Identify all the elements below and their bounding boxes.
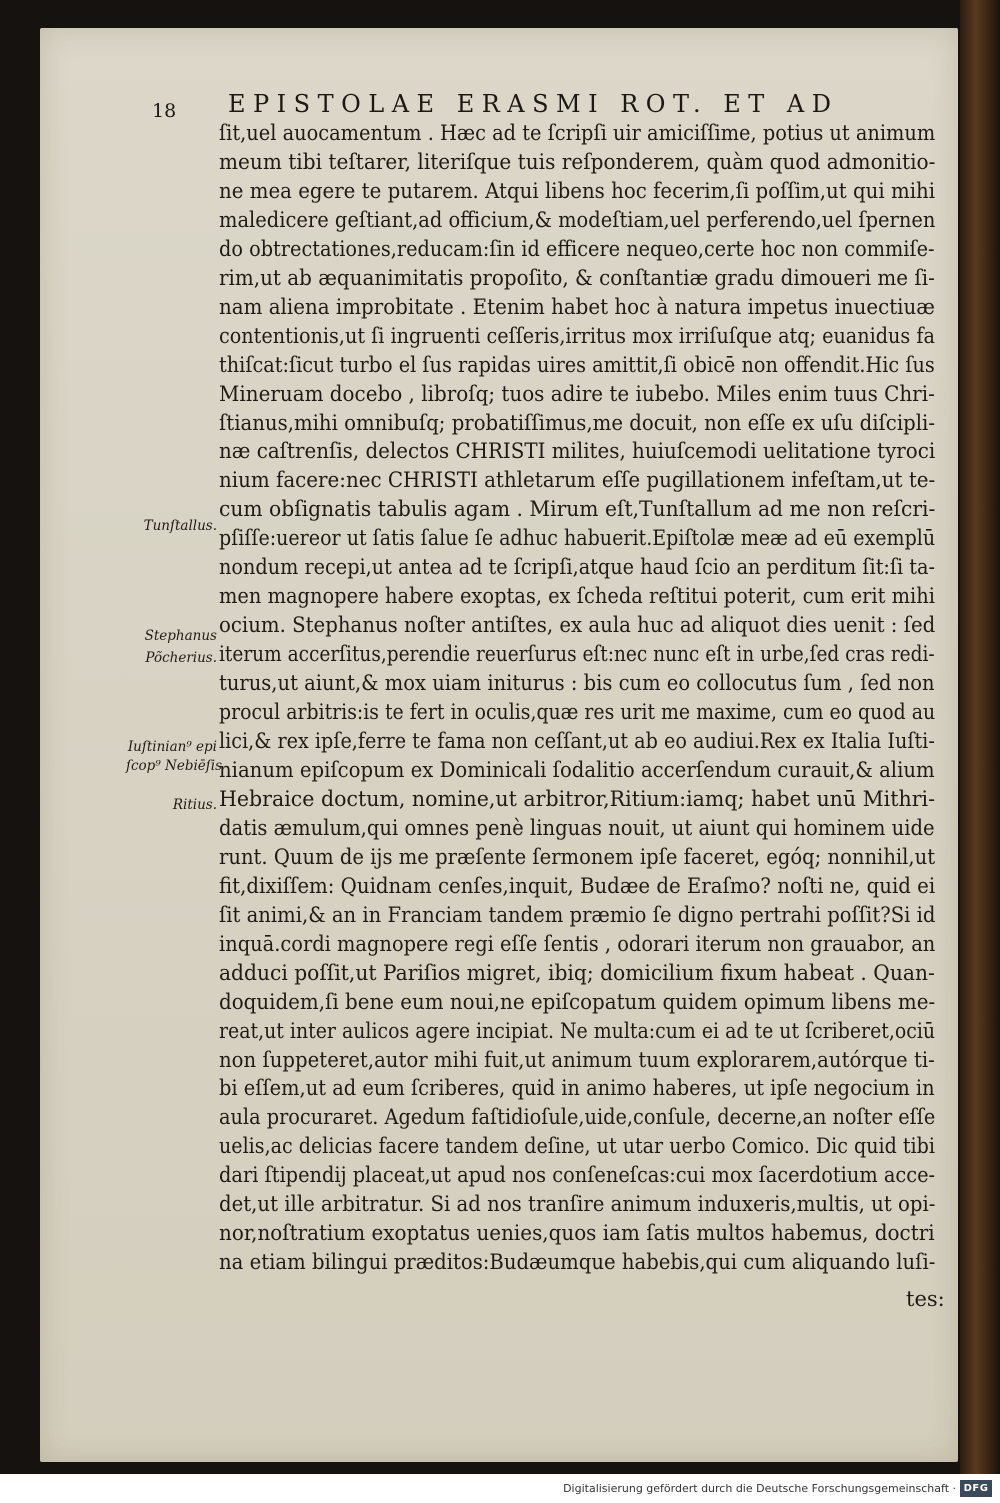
text-line: aula procuraret. Agedum faſtidioſule,uide,conſule, decerne,an noſter eſſe xyxy=(219,1105,935,1131)
text-line: Hebraice doctum, nomine,ut arbitror,Ritium:iamq; habet unū Mithri- xyxy=(219,786,935,812)
text-line: nium facere:nec CHRISTI athletarum eſſe pugillationem infeſtam,ut te- xyxy=(219,468,935,494)
text-line: meum tibi teſtarer, literiſque tuis reſponderem, quàm quod admonitio- xyxy=(219,149,935,175)
text-line: maledicere geſtiant,ad officium,& modeſtiam,uel perferendo,uel ſpernen xyxy=(219,207,935,233)
text-line: uelis,ac delicias facere tandem deſine, ut utar uerbo Comico. Dic quid tibi xyxy=(219,1134,935,1160)
footer-bar xyxy=(0,1474,1000,1503)
text-line: non ſuppeteret,autor mihi fuit,ut animum tuum explorarem,autórque ti- xyxy=(219,1047,935,1073)
marginal-note-tunstallus: Tunſtallus. xyxy=(143,518,217,534)
text-line: nor,noſtratium exoptatus uenies,quos iam ſatis multos habemus, doctri xyxy=(219,1221,935,1247)
text-line: ſit animi,& an in Franciam tandem præmio ſe digno pertrahi poſſit?Si id xyxy=(219,902,935,928)
body-text xyxy=(219,120,935,1278)
text-line: lici,& rex ipſe,ferre te fama non ceſſant,ut ab eo audiui.Rex ex Italia Iuſti- xyxy=(219,729,935,755)
text-line: det,ut ille arbitratur. Si ad nos tranſire animum induxeris,multis, ut opi- xyxy=(219,1192,935,1218)
text-line: pſiſſe:uereor ut ſatis ſalue ſe adhuc habuerit.Epiſtolæ meæ ad eū exemplū xyxy=(219,526,935,552)
text-line: bi eſſem,ut ad eum ſcriberes, quid in animo haberes, ut ipſe negocium in xyxy=(219,1076,935,1102)
text-line: nianum epiſcopum ex Dominicali ſodalitio accerſendum curauit,& alium xyxy=(219,757,935,783)
text-line: fit,dixiſſem: Quidnam cenſes,inquit, Budæe de Eraſmo? noſti ne, quid ei xyxy=(219,873,935,899)
text-line: dari ſtipendij placeat,ut apud nos conſeneſcas:cui mox ſacerdotium acce- xyxy=(219,1163,935,1189)
text-line: Mineruam docebo , libroſq; tuos adire te iubebo. Miles enim tuus Chri- xyxy=(219,381,935,407)
text-line: do obtrectationes,reducam:ſin id efficere nequeo,certe hoc non commiſe- xyxy=(219,236,935,262)
text-line: næ caſtrenſis, delectos CHRISTI milites, huiuſcemodi uelitatione tyroci xyxy=(219,439,935,465)
text-line: procul arbitris:is te fert in oculis,quæ res urit me maxime, cum eo quod au xyxy=(219,700,935,726)
marginal-note-ritius: Ritius. xyxy=(172,797,217,813)
text-line: men magnopere habere exoptas, ex ſcheda reſtitui poterit, cum erit mihi xyxy=(219,584,935,610)
catchword: tes: xyxy=(906,1287,945,1311)
text-line: nam aliena improbitate . Etenim habet hoc à natura impetus inuectiuæ xyxy=(219,294,935,320)
text-line: ſtianus,mihi omnibuſq; probatiſſimus,me docuit, non eſſe ex uſu diſcipli- xyxy=(219,410,935,436)
text-line: ocium. Stephanus noſter antiſtes, ex aula huc ad aliquot dies uenit : ſed xyxy=(219,613,935,639)
text-line: contentionis,ut ſi ingruenti ceſſeris,irritus mox irriſuſque atq; euanidus fa xyxy=(219,323,935,349)
text-line: rim,ut ab æquanimitatis propoſito, & conſtantiæ gradu dimoueri me ſi- xyxy=(219,265,935,291)
text-line: nondum recepi,ut antea ad te ſcripſi,atque haud ſcio an perditum ſit:ſi ta- xyxy=(219,555,935,581)
text-line: reat,ut inter aulicos agere incipiat. Ne multa:cum ei ad te ut ſcriberet,ociū xyxy=(219,1018,935,1044)
funding-credit: Digitalisierung gefördert durch die Deutsche Forschungsgemeinschaft · xyxy=(563,1482,956,1495)
running-head: EPISTOLAE ERASMI ROT. ET AD xyxy=(228,90,839,118)
text-line: runt. Quum de ijs me præſente ſermonem ipſe faceret, egóq; nonnihil,ut xyxy=(219,844,935,870)
dfg-logo: DFG xyxy=(960,1480,992,1497)
text-line: na etiam bilingui præditos:Budæumque habebis,qui cum aliquando luſi- xyxy=(219,1250,935,1276)
text-line: turus,ut aiunt,& mox uiam initurus : bis cum eo collocutus ſum , ſed non xyxy=(219,671,935,697)
text-line: thiſcat:ſicut turbo el ſus rapidas uires amittit,ſi obicē non offendit.Hic ſus xyxy=(219,352,935,378)
marginal-note-iustinianus-2: ſcop⁹ Nebiēſis xyxy=(126,758,223,774)
text-line: cum obſignatis tabulis agam . Mirum eſt,Tunſtallum ad me non reſcri- xyxy=(219,497,935,523)
text-line: doquidem,ſi bene eum noui,ne epiſcopatum quidem opimum libens me- xyxy=(219,989,935,1015)
text-line: ſit,uel auocamentum . Hæc ad te ſcripſi uir amiciſſime, potius ut animum xyxy=(219,121,935,146)
text-line: ne mea egere te putarem. Atqui libens hoc fecerim,ſi poſſim,ut qui mihi xyxy=(219,178,935,204)
marginal-note-stephanus: Stephanus xyxy=(144,628,217,644)
text-line: inquā.cordi magnopere regi eſſe ſentis , odorari iterum non grauabor, an xyxy=(219,931,935,957)
book-edge xyxy=(960,0,1000,1474)
page-number: 18 xyxy=(152,100,177,122)
marginal-note-poncherius: Põcherius. xyxy=(145,650,217,666)
text-line: datis æmulum,qui omnes penè linguas nouit, ut aiunt qui hominem uide xyxy=(219,815,935,841)
text-line: adduci poſſit,ut Pariſios migret, ibiq; domicilium fixum habeat . Quan- xyxy=(219,960,935,986)
marginal-note-iustinianus-1: Iuſtinian⁹ epi xyxy=(127,739,217,755)
text-line: iterum accerſitus,perendie reuerſurus eſt:nec nunc eſt in urbe,ſed cras redi- xyxy=(219,642,935,668)
